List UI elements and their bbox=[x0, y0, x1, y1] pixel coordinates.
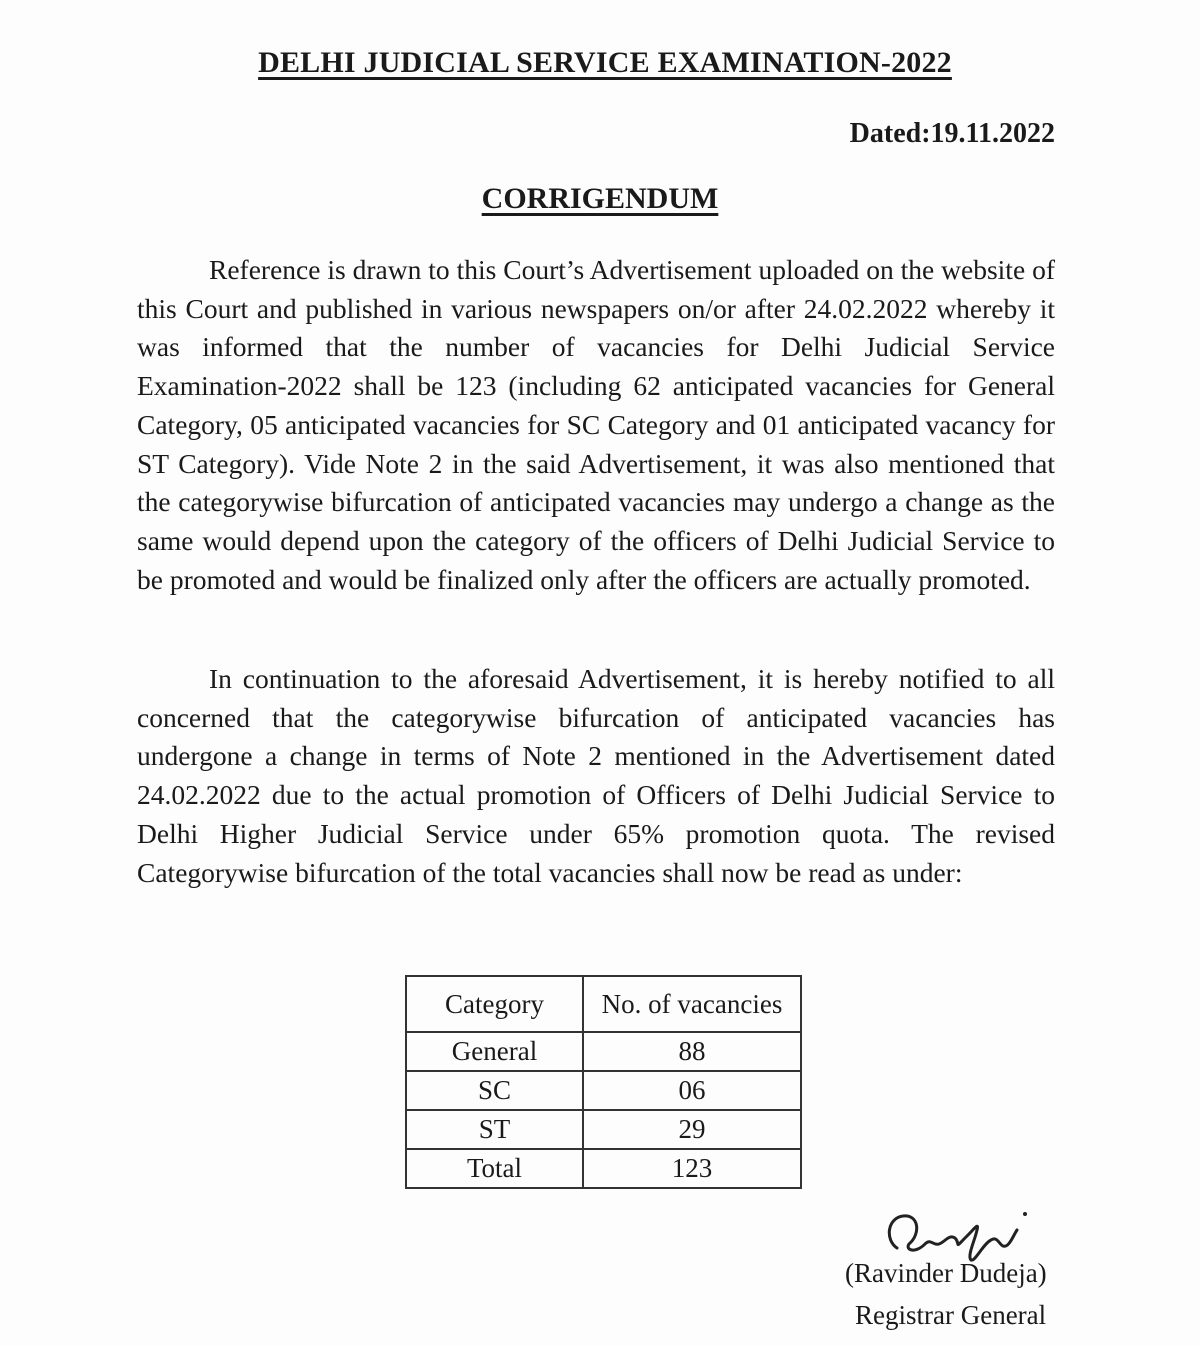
signatory-designation: Registrar General bbox=[855, 1300, 1047, 1330]
table-cell-vacancies: 06 bbox=[583, 1071, 801, 1110]
table-row bbox=[406, 1149, 801, 1188]
table-cell-vacancies: 123 bbox=[583, 1149, 801, 1188]
document-title-text: DELHI JUDICIAL SERVICE EXAMINATION-2022 bbox=[258, 46, 952, 79]
table-cell-vacancies: 88 bbox=[583, 1032, 801, 1071]
document-title bbox=[0, 46, 1200, 80]
table-row bbox=[406, 1071, 801, 1110]
table-header-category: Category bbox=[406, 976, 583, 1032]
table-cell-category: SC bbox=[406, 1071, 583, 1110]
document-subtitle bbox=[0, 182, 1200, 216]
vacancies-table bbox=[405, 975, 802, 1189]
table-row bbox=[406, 1032, 801, 1071]
table-cell-category: Total bbox=[406, 1149, 583, 1188]
document-date: Dated:19.11.2022 bbox=[849, 118, 1055, 149]
table-cell-vacancies: 29 bbox=[583, 1110, 801, 1149]
table-header-vacancies: No. of vacancies bbox=[583, 976, 801, 1032]
body-paragraph-2: In continuation to the aforesaid Advertisement, it is hereby notified to all concerned that the categorywise bifurcation of anticipated vacancies has undergone a change in terms of Note 2 mentioned in the Advertisement dated 24.02.2022 due to the actual promotion of Officers of Delhi Judicial Service to Delhi Higher Judicial Service under 65% promotion quota. The revised Categorywise bifurcation of the total vacancies shall now be read as under: bbox=[137, 663, 1055, 888]
table-header-row bbox=[406, 976, 801, 1032]
corrigendum-heading: CORRIGENDUM bbox=[481, 182, 719, 215]
body-paragraph-1: Reference is drawn to this Court’s Advertisement uploaded on the website of this Court and published in various newspapers on/or after 24.02.2022 whereby it was informed that the number of vacancies for Delhi Judicial Service Examination-2022 shall be 123 (including 62 anticipated vacancies for General Category, 05 anticipated vacancies for SC Category and 01 anticipated vacancy for ST Category). Vide Note 2 in the said Advertisement, it was also mentioned that the categorywise bifurcation of anticipated vacancies may undergo a change as the same would depend upon the category of the officers of Delhi Judicial Service to be promoted and would be finalized only after the officers are actually promoted. bbox=[137, 254, 1055, 595]
table-cell-category: ST bbox=[406, 1110, 583, 1149]
table-cell-category: General bbox=[406, 1032, 583, 1071]
table-row bbox=[406, 1110, 801, 1149]
signatory-name: (Ravinder Dudeja) bbox=[845, 1258, 1047, 1288]
